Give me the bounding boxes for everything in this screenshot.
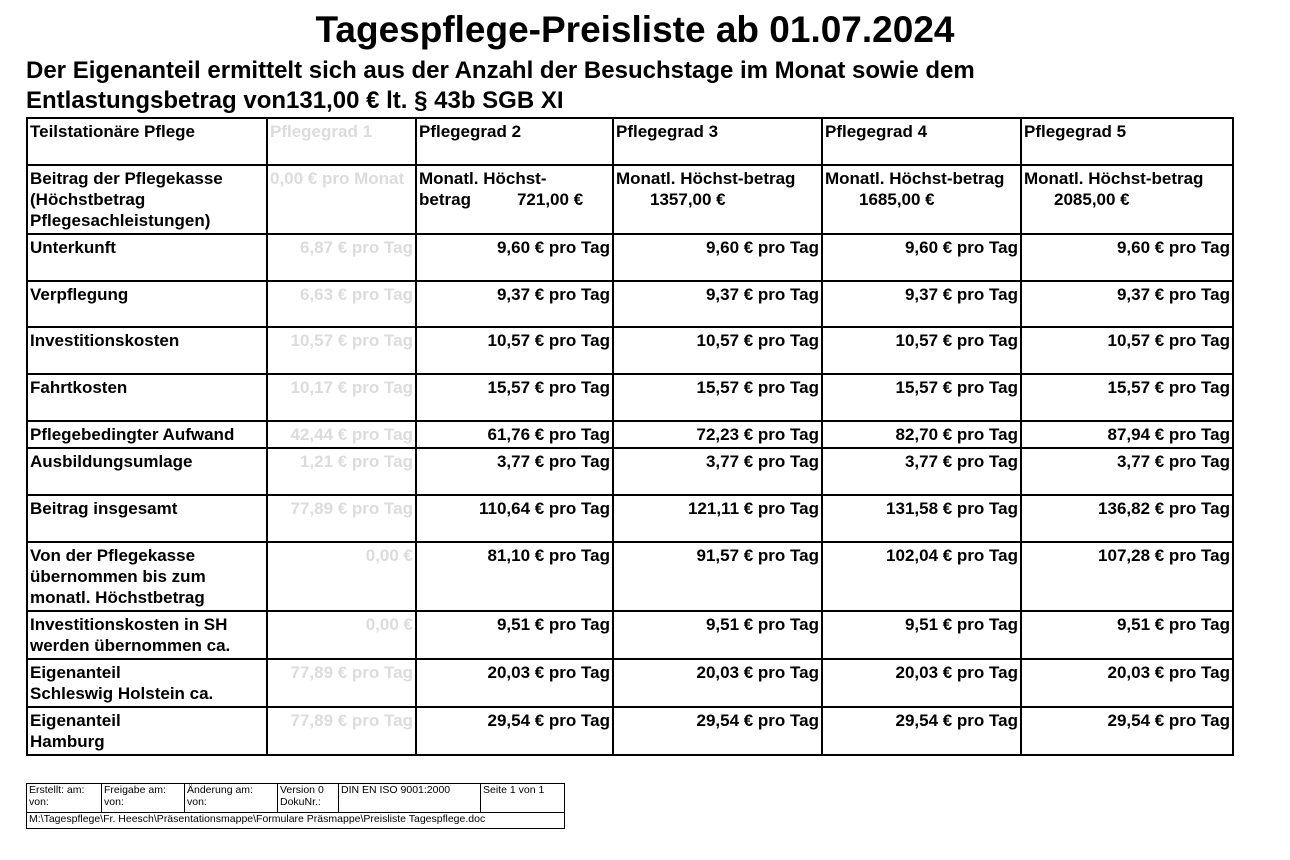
- table-row-pflegekasse: [27, 165, 1233, 234]
- cell-pflegegrad-4: 9,37 € pro Tag: [822, 281, 1021, 327]
- cell-pflegegrad-4: 29,54 € pro Tag: [822, 707, 1021, 755]
- cell-pflegegrad-5: 29,54 € pro Tag: [1021, 707, 1233, 755]
- footer-changed-by-label: von:: [187, 796, 207, 808]
- cell-pflegegrad-3: 121,11 € pro Tag: [613, 495, 822, 542]
- subtitle-line-2: Entlastungsbetrag von131,00 € lt. § 43b SGB XI: [26, 87, 564, 114]
- table-row: [27, 659, 1233, 707]
- cell-pflegegrad-4: 3,77 € pro Tag: [822, 448, 1021, 495]
- cell-text: Monatl. Höchst-: [419, 169, 547, 188]
- cell-pflegegrad-1: 77,89 € pro Tag: [267, 707, 416, 755]
- table-row: [27, 327, 1233, 374]
- cell-pflegegrad-1: 0,00 € pro Monat: [267, 165, 416, 234]
- cell-pflegegrad-4: 102,04 € pro Tag: [822, 542, 1021, 611]
- cell-amount: 1685,00 €: [859, 190, 935, 209]
- cell-text: betrag: [419, 190, 471, 209]
- cell-pflegegrad-1: 6,87 € pro Tag: [267, 234, 416, 281]
- cell-amount: 1357,00 €: [650, 190, 726, 209]
- header-cell: Teilstationäre Pflege: [27, 118, 267, 165]
- footer-changed: [185, 784, 278, 813]
- row-label-line: Hamburg: [30, 732, 105, 751]
- footer-released-by-label: von:: [104, 796, 124, 808]
- table-row: [27, 374, 1233, 421]
- row-label: Investitionskosten in SH werden übernommen ca.: [27, 611, 267, 659]
- cell-pflegegrad-4: 15,57 € pro Tag: [822, 374, 1021, 421]
- cell-pflegegrad-3: 10,57 € pro Tag: [613, 327, 822, 374]
- cell-pflegegrad-5: [1021, 165, 1233, 234]
- cell-pflegegrad-2: 20,03 € pro Tag: [416, 659, 613, 707]
- table-row: [27, 542, 1233, 611]
- document-footer: [26, 783, 565, 829]
- cell-pflegegrad-5: 107,28 € pro Tag: [1021, 542, 1233, 611]
- cell-pflegegrad-1: 77,89 € pro Tag: [267, 495, 416, 542]
- cell-pflegegrad-2: 3,77 € pro Tag: [416, 448, 613, 495]
- cell-pflegegrad-5: 15,57 € pro Tag: [1021, 374, 1233, 421]
- cell-pflegegrad-3: [613, 165, 822, 234]
- cell-pflegegrad-2: 10,57 € pro Tag: [416, 327, 613, 374]
- cell-pflegegrad-5: 9,51 € pro Tag: [1021, 611, 1233, 659]
- cell-pflegegrad-4: 9,51 € pro Tag: [822, 611, 1021, 659]
- cell-pflegegrad-1: 0,00 €: [267, 611, 416, 659]
- footer-created-by-label: von:: [29, 796, 49, 808]
- row-label: Von der Pflegekasse übernommen bis zum monatl. Höchstbetrag: [27, 542, 267, 611]
- cell-pflegegrad-3: 9,37 € pro Tag: [613, 281, 822, 327]
- row-label: Beitrag insgesamt: [27, 495, 267, 542]
- cell-pflegegrad-1: 6,63 € pro Tag: [267, 281, 416, 327]
- header-cell-pflegegrad-5: Pflegegrad 5: [1021, 118, 1233, 165]
- cell-pflegegrad-4: 10,57 € pro Tag: [822, 327, 1021, 374]
- cell-pflegegrad-4: 82,70 € pro Tag: [822, 421, 1021, 448]
- cell-pflegegrad-2: 81,10 € pro Tag: [416, 542, 613, 611]
- table-row: [27, 234, 1233, 281]
- cell-pflegegrad-3: 9,60 € pro Tag: [613, 234, 822, 281]
- price-table: [26, 117, 1234, 756]
- page-title: Tagespflege-Preisliste ab 01.07.2024: [315, 9, 955, 50]
- cell-pflegegrad-1: 10,17 € pro Tag: [267, 374, 416, 421]
- cell-pflegegrad-2: 61,76 € pro Tag: [416, 421, 613, 448]
- footer-doku-label: DokuNr.:: [280, 796, 321, 808]
- cell-pflegegrad-3: 3,77 € pro Tag: [613, 448, 822, 495]
- cell-pflegegrad-2: [416, 165, 613, 234]
- cell-pflegegrad-5: 9,37 € pro Tag: [1021, 281, 1233, 327]
- cell-amount: 2085,00 €: [1054, 190, 1130, 209]
- table-header-row: [27, 118, 1233, 165]
- cell-pflegegrad-4: [822, 165, 1021, 234]
- cell-text: Monatl. Höchst-betrag: [1024, 169, 1204, 188]
- cell-pflegegrad-1: 42,44 € pro Tag: [267, 421, 416, 448]
- row-label: Pflegebedingter Aufwand: [27, 421, 267, 448]
- cell-pflegegrad-1: 0,00 €: [267, 542, 416, 611]
- cell-pflegegrad-5: 9,60 € pro Tag: [1021, 234, 1233, 281]
- table-row: [27, 281, 1233, 327]
- footer-version-label: Version 0: [280, 784, 324, 796]
- footer-path: M:\Tagespflege\Fr. Heesch\Präsentationsmappe\Formulare Präsmappe\Preisliste Tagespflege.doc: [27, 813, 565, 829]
- footer-changed-label: Änderung am:: [187, 784, 253, 796]
- cell-pflegegrad-2: 9,37 € pro Tag: [416, 281, 613, 327]
- cell-text: Monatl. Höchst-betrag: [825, 169, 1005, 188]
- cell-pflegegrad-4: 131,58 € pro Tag: [822, 495, 1021, 542]
- cell-pflegegrad-3: 15,57 € pro Tag: [613, 374, 822, 421]
- cell-pflegegrad-3: 91,57 € pro Tag: [613, 542, 822, 611]
- cell-pflegegrad-5: 20,03 € pro Tag: [1021, 659, 1233, 707]
- cell-pflegegrad-4: 20,03 € pro Tag: [822, 659, 1021, 707]
- subtitle: [26, 56, 1226, 116]
- footer-page: Seite 1 von 1: [481, 784, 565, 813]
- cell-amount: 721,00 €: [516, 190, 584, 209]
- cell-pflegegrad-1: 77,89 € pro Tag: [267, 659, 416, 707]
- cell-pflegegrad-2: 9,51 € pro Tag: [416, 611, 613, 659]
- cell-pflegegrad-5: 87,94 € pro Tag: [1021, 421, 1233, 448]
- cell-pflegegrad-1: 1,21 € pro Tag: [267, 448, 416, 495]
- row-label: Investitionskosten: [27, 327, 267, 374]
- cell-pflegegrad-3: 72,23 € pro Tag: [613, 421, 822, 448]
- cell-pflegegrad-1: 10,57 € pro Tag: [267, 327, 416, 374]
- table-row: [27, 707, 1233, 755]
- table-row: [27, 448, 1233, 495]
- footer-version: [278, 784, 339, 813]
- row-label: [27, 659, 267, 707]
- cell-text: Monatl. Höchst-betrag: [616, 169, 796, 188]
- header-cell-pflegegrad-3: Pflegegrad 3: [613, 118, 822, 165]
- row-label: Ausbildungsumlage: [27, 448, 267, 495]
- row-label-line: Eigenanteil: [30, 663, 121, 682]
- table-row: [27, 421, 1233, 448]
- subtitle-line-1: Der Eigenanteil ermittelt sich aus der Anzahl der Besuchstage im Monat sowie dem: [26, 57, 975, 84]
- header-cell-pflegegrad-1: Pflegegrad 1: [267, 118, 416, 165]
- cell-pflegegrad-3: 20,03 € pro Tag: [613, 659, 822, 707]
- row-label: Beitrag der Pflegekasse (Höchstbetrag Pflegesachleistungen): [27, 165, 267, 234]
- header-cell-pflegegrad-2: Pflegegrad 2: [416, 118, 613, 165]
- table-row: [27, 495, 1233, 542]
- cell-pflegegrad-4: 9,60 € pro Tag: [822, 234, 1021, 281]
- table-row: [27, 611, 1233, 659]
- cell-pflegegrad-2: 29,54 € pro Tag: [416, 707, 613, 755]
- row-label: Fahrtkosten: [27, 374, 267, 421]
- footer-released-label: Freigabe am:: [104, 784, 166, 796]
- footer-created-label: Erstellt: am:: [29, 784, 85, 796]
- footer-row: [27, 784, 565, 813]
- row-label: [27, 707, 267, 755]
- cell-text: [419, 189, 610, 210]
- cell-pflegegrad-5: 3,77 € pro Tag: [1021, 448, 1233, 495]
- footer-created: [27, 784, 102, 813]
- cell-pflegegrad-5: 10,57 € pro Tag: [1021, 327, 1233, 374]
- cell-pflegegrad-2: 9,60 € pro Tag: [416, 234, 613, 281]
- row-label-line: Eigenanteil: [30, 711, 121, 730]
- footer-row: [27, 813, 565, 829]
- cell-pflegegrad-2: 15,57 € pro Tag: [416, 374, 613, 421]
- header-cell-pflegegrad-4: Pflegegrad 4: [822, 118, 1021, 165]
- row-label: Unterkunft: [27, 234, 267, 281]
- cell-pflegegrad-2: 110,64 € pro Tag: [416, 495, 613, 542]
- cell-pflegegrad-3: 9,51 € pro Tag: [613, 611, 822, 659]
- footer-released: [102, 784, 185, 813]
- cell-pflegegrad-3: 29,54 € pro Tag: [613, 707, 822, 755]
- row-label-line: Schleswig Holstein ca.: [30, 684, 214, 703]
- cell-pflegegrad-5: 136,82 € pro Tag: [1021, 495, 1233, 542]
- footer-din: DIN EN ISO 9001:2000: [339, 784, 481, 813]
- row-label: Verpflegung: [27, 281, 267, 327]
